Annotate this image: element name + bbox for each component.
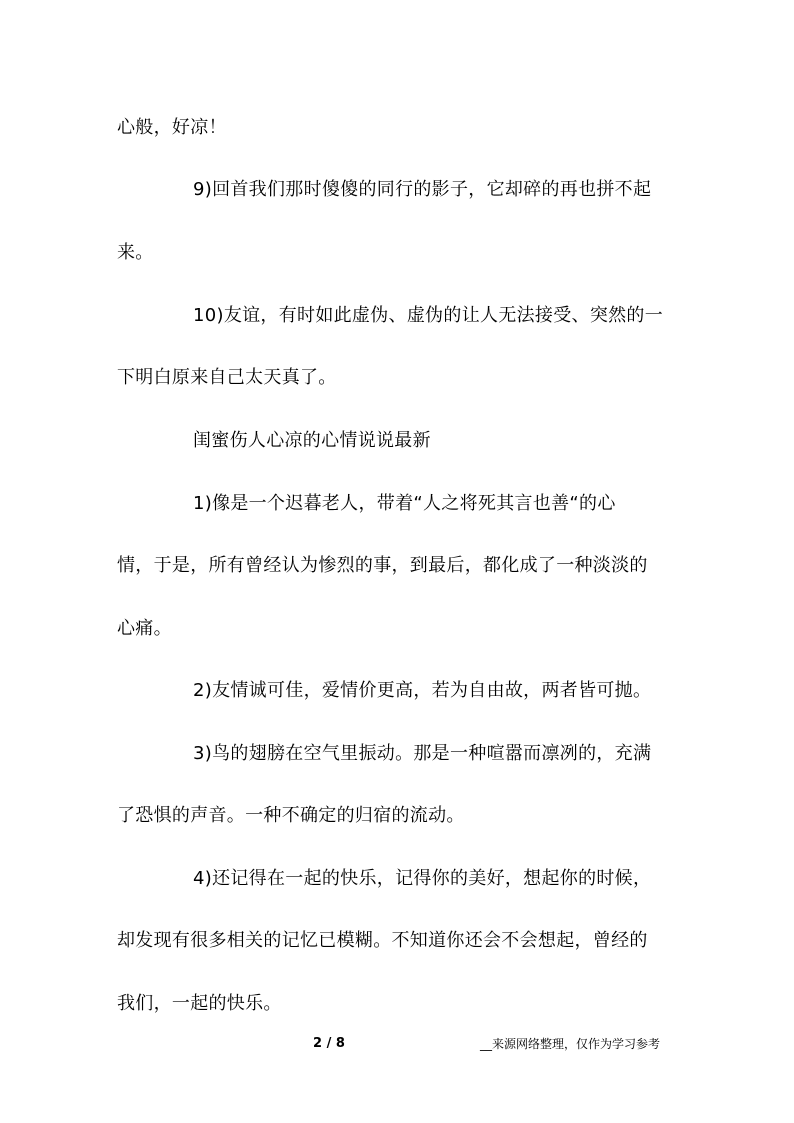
text-line: 10)友谊，有时如此虚伪、虚伪的让人无法接受、突然的一 — [193, 305, 664, 326]
text-line: 来。 — [117, 242, 154, 263]
text-line: 9)回首我们那时傻傻的同行的影子，它却碎的再也拼不起 — [193, 179, 652, 200]
text-line: 心般，好凉！ — [117, 117, 227, 138]
text-line: 我们，一起的快乐。 — [117, 993, 282, 1014]
text-line: 3)鸟的翅膀在空气里振动。那是一种喧嚣而凛冽的，充满 — [193, 743, 652, 764]
text-line: 了恐惧的声音。一种不确定的归宿的流动。 — [117, 805, 465, 826]
text-line: 却发现有很多相关的记忆已模糊。不知道你还会不会想起，曾经的 — [117, 930, 648, 951]
text-line: 情，于是，所有曾经认为惨烈的事，到最后，都化成了一种淡淡的 — [117, 555, 648, 576]
page-number: 2 / 8 — [313, 1036, 345, 1051]
text-line: 心痛。 — [117, 618, 172, 639]
text-line: 4)还记得在一起的快乐，记得你的美好，想起你的时候， — [193, 868, 652, 889]
section-heading: 闺蜜伤人心凉的心情说说最新 — [193, 430, 431, 451]
text-line: 2)友情诚可佳，爱情价更高，若为自由故，两者皆可抛。 — [193, 680, 652, 701]
source-note: __来源网络整理，仅作为学习参考 — [480, 1037, 661, 1051]
text-line: 下明白原来自己太天真了。 — [117, 367, 337, 388]
text-line: 1)像是一个迟暮老人，带着“人之将死其言也善“的心 — [193, 493, 616, 514]
